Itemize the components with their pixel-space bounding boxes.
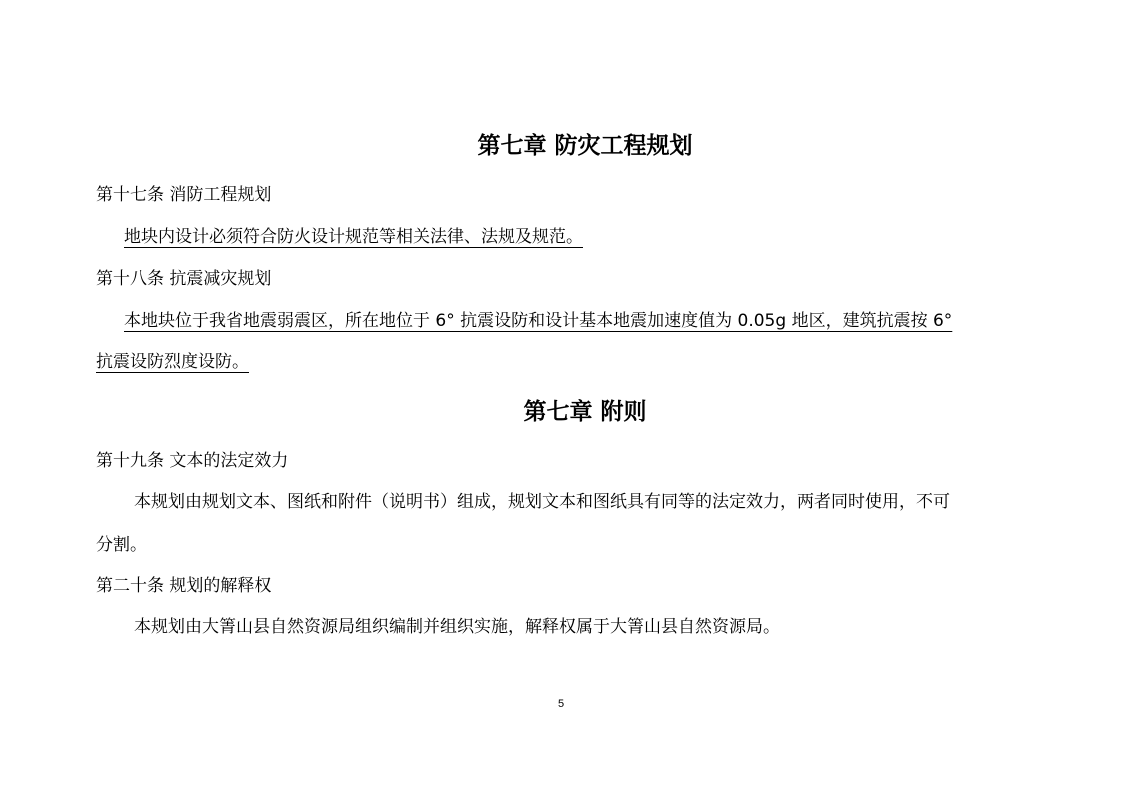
article-17-heading: 第十七条 消防工程规划 [96,185,272,205]
article-20-heading: 第二十条 规划的解释权 [96,576,272,596]
article-20-body: 本规划由大箐山县自然资源局组织编制并组织实施，解释权属于大箐山县自然资源局。 [134,617,780,637]
article-18-body-line-2: 抗震设防烈度设防。 [96,352,249,372]
article-19-body-line-2: 分割。 [96,535,147,555]
article-17-body: 地块内设计必须符合防火设计规范等相关法律、法规及规范。 [124,227,583,247]
chapter-title-disaster-prevention: 第七章 防灾工程规划 [477,133,693,159]
article-18-heading: 第十八条 抗震减灾规划 [96,269,272,289]
article-18-body-line-1: 本地块位于我省地震弱震区，所在地位于 6° 抗震设防和设计基本地震加速度值为 0.05g 地区，建筑抗震按 6° [124,311,953,331]
page-number: 5 [557,698,565,710]
article-19-body-line-1: 本规划由规划文本、图纸和附件（说明书）组成，规划文本和图纸具有同等的法定效力，两者同时使用，不可 [134,492,950,512]
article-19-heading: 第十九条 文本的法定效力 [96,451,289,471]
chapter-title-supplementary: 第七章 附则 [523,399,647,425]
